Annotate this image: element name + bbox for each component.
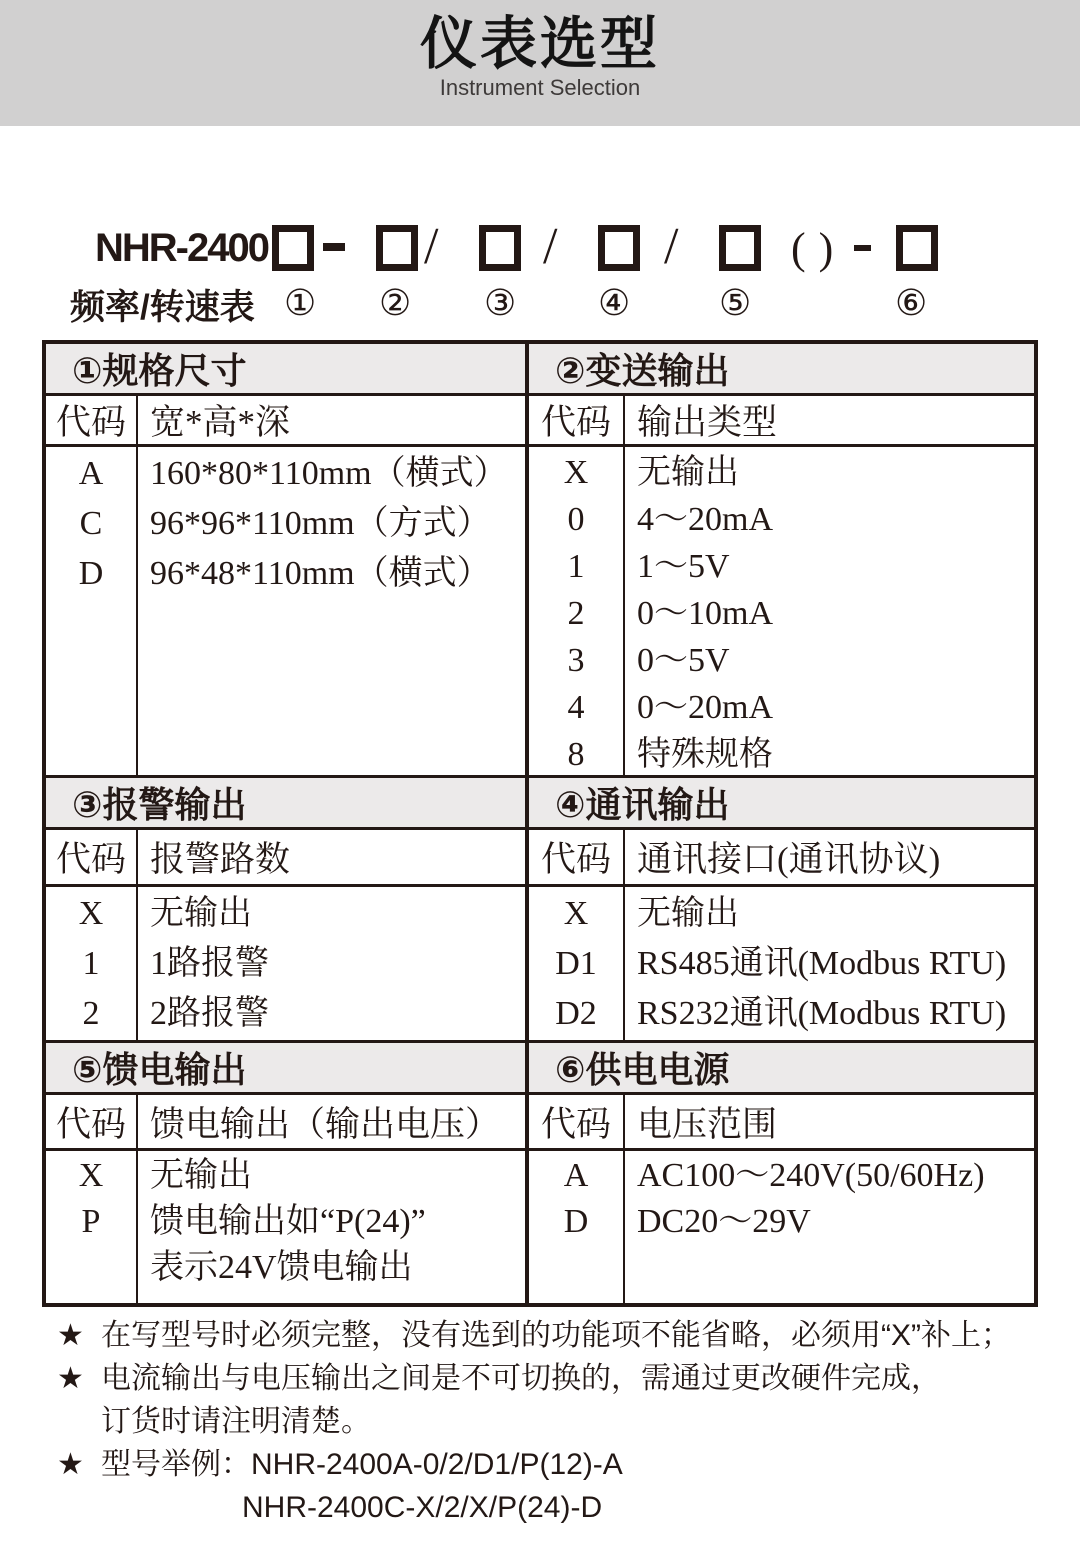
value-cell: 1路报警: [150, 945, 269, 982]
value-cell: DC20～29V: [637, 1203, 811, 1240]
value-cell: 无输出: [637, 895, 739, 932]
position-number-1: ①: [284, 283, 317, 324]
code-cell: 0: [567, 501, 585, 538]
value-cell: RS232通讯(Modbus RTU): [637, 995, 1007, 1032]
column-header-code: 代码: [46, 1095, 138, 1148]
model-separator-slash-3: /: [664, 218, 679, 275]
code-cell: 4: [567, 689, 585, 726]
code-cell: D2: [555, 995, 597, 1032]
data-row-area-2: [46, 887, 1034, 1043]
model-position-box-4: [598, 225, 640, 271]
code-cell: X: [78, 1157, 104, 1194]
section-header-row-2: [46, 778, 1034, 830]
position-number-4: ④: [598, 283, 631, 324]
section-1-header: [46, 344, 529, 393]
notes: [57, 1314, 1047, 1529]
value-cell: 96*48*110mm（横式）: [150, 555, 491, 592]
note-line: [57, 1400, 1047, 1443]
column-header-value: 馈电输出（输出电压）: [150, 1104, 501, 1144]
code-cell: 2: [82, 995, 100, 1032]
star-bullet-icon: [57, 1400, 101, 1443]
model-separator-dash-2: [854, 245, 871, 251]
column-header-code: 代码: [46, 830, 138, 884]
column-header-row-1: [46, 396, 1034, 447]
code-cell: A: [78, 455, 104, 492]
value-cell: 无输出: [637, 454, 739, 491]
value-cell: 2路报警: [150, 995, 269, 1032]
code-cell: 8: [567, 736, 585, 773]
column-header-value: 电压范围: [637, 1104, 778, 1144]
star-bullet-icon: ★: [57, 1362, 84, 1395]
section-4-title: ④通讯输出: [555, 784, 730, 825]
section-5-header: [46, 1043, 529, 1092]
section-header-row-3: [46, 1043, 1034, 1095]
code-cell: 1: [567, 548, 585, 585]
column-header-row-2: [46, 830, 1034, 887]
value-cell: 馈电输出如“P(24)”: [150, 1203, 426, 1240]
value-cell: RS485通讯(Modbus RTU): [637, 945, 1007, 982]
code-cell: X: [78, 895, 104, 932]
column-header-code: 代码: [529, 1095, 625, 1148]
value-cell: 表示24V馈电输出: [150, 1249, 413, 1286]
selection-table: [42, 340, 1038, 1307]
section-4-header: [529, 778, 1034, 827]
code-cell: D: [78, 555, 104, 592]
model-position-box-5: [719, 225, 761, 271]
column-header-code: 代码: [46, 396, 138, 444]
note-line: [57, 1443, 1047, 1486]
section-3-header: [46, 778, 529, 827]
column-header-value: 通讯接口(通讯协议): [637, 840, 941, 879]
value-cell: 无输出: [150, 1157, 252, 1194]
column-header-code: 代码: [529, 830, 625, 884]
value-cell: 0～20mA: [637, 689, 773, 726]
section-header-row-1: [46, 344, 1034, 396]
column-header-value: 报警路数: [150, 840, 291, 879]
data-row-area-1: [46, 447, 1034, 778]
section-5-title: ⑤馈电输出: [72, 1049, 247, 1090]
code-cell: 3: [567, 642, 585, 679]
code-cell: 1: [82, 945, 100, 982]
section-6-title: ⑥供电电源: [555, 1049, 730, 1090]
code-cell: X: [563, 895, 589, 932]
model-separator-parentheses: (): [791, 224, 847, 273]
note-text: 订货时请注明清楚。: [101, 1405, 371, 1438]
code-cell: P: [81, 1203, 101, 1240]
value-cell: 特殊规格: [637, 736, 773, 773]
note-text: 电流输出与电压输出之间是不可切换的，需通过更改硬件完成，: [101, 1362, 941, 1395]
note-text: 在写型号时必须完整，没有选到的功能项不能省略，必须用“X”补上；: [101, 1319, 1011, 1352]
position-number-6: ⑥: [895, 283, 928, 324]
model-separator-slash-2: /: [543, 218, 558, 275]
value-cell: 1～5V: [637, 548, 730, 585]
column-header-value: 宽*高*深: [150, 403, 291, 442]
page-subtitle: Instrument Selection: [439, 75, 641, 100]
section-6-header: [529, 1043, 1034, 1092]
star-bullet-icon: ★: [57, 1319, 84, 1352]
value-cell: 0～10mA: [637, 595, 773, 632]
banner: [0, 0, 1080, 126]
product-type-label: 频率/转速表: [70, 288, 255, 327]
position-number-2: ②: [379, 283, 412, 324]
section-2-title: ②变送输出: [555, 350, 730, 391]
column-header-row-3: [46, 1095, 1034, 1151]
column-header-code: 代码: [529, 396, 625, 444]
section-3-title: ③报警输出: [72, 784, 247, 825]
page-title: 仪表选型: [420, 12, 660, 76]
star-bullet-icon: ★: [57, 1448, 84, 1481]
star-bullet-icon: [57, 1486, 101, 1529]
model-position-box-2: [376, 225, 418, 271]
model-separator-dash-1: [323, 243, 345, 251]
note-line: [57, 1314, 1047, 1357]
model-separator-slash-1: /: [424, 218, 439, 275]
value-cell: 96*96*110mm（方式）: [150, 505, 491, 542]
model-position-box-3: [479, 225, 521, 271]
value-cell: 4～20mA: [637, 501, 773, 538]
note-line: [57, 1486, 1047, 1529]
code-cell: [46, 1245, 136, 1291]
code-cell: C: [79, 505, 103, 542]
model-prefix: NHR-2400: [95, 226, 268, 270]
code-cell: X: [563, 454, 589, 491]
value-cell: 无输出: [150, 895, 252, 932]
position-number-5: ⑤: [719, 283, 752, 324]
code-cell: D: [563, 1203, 589, 1240]
section-2-header: [529, 344, 1034, 393]
column-header-value: 输出类型: [637, 403, 778, 442]
note-text: 型号举例：NHR-2400A-0/2/D1/P(12)-A: [101, 1448, 623, 1481]
value-cell: AC100～240V(50/60Hz): [637, 1157, 985, 1194]
code-cell: D1: [555, 945, 597, 982]
model-position-box-1: [272, 225, 314, 271]
note-line: [57, 1357, 1047, 1400]
model-position-box-6: [896, 225, 938, 271]
value-cell: 160*80*110mm（横式）: [150, 455, 508, 492]
data-row-area-3: [46, 1151, 1034, 1303]
note-text: NHR-2400C-X/2/X/P(24)-D: [242, 1491, 603, 1524]
code-cell: A: [563, 1157, 589, 1194]
value-cell: 0～5V: [637, 642, 730, 679]
position-number-3: ③: [484, 283, 517, 324]
code-cell: 2: [567, 595, 585, 632]
section-1-title: ①规格尺寸: [72, 350, 247, 391]
